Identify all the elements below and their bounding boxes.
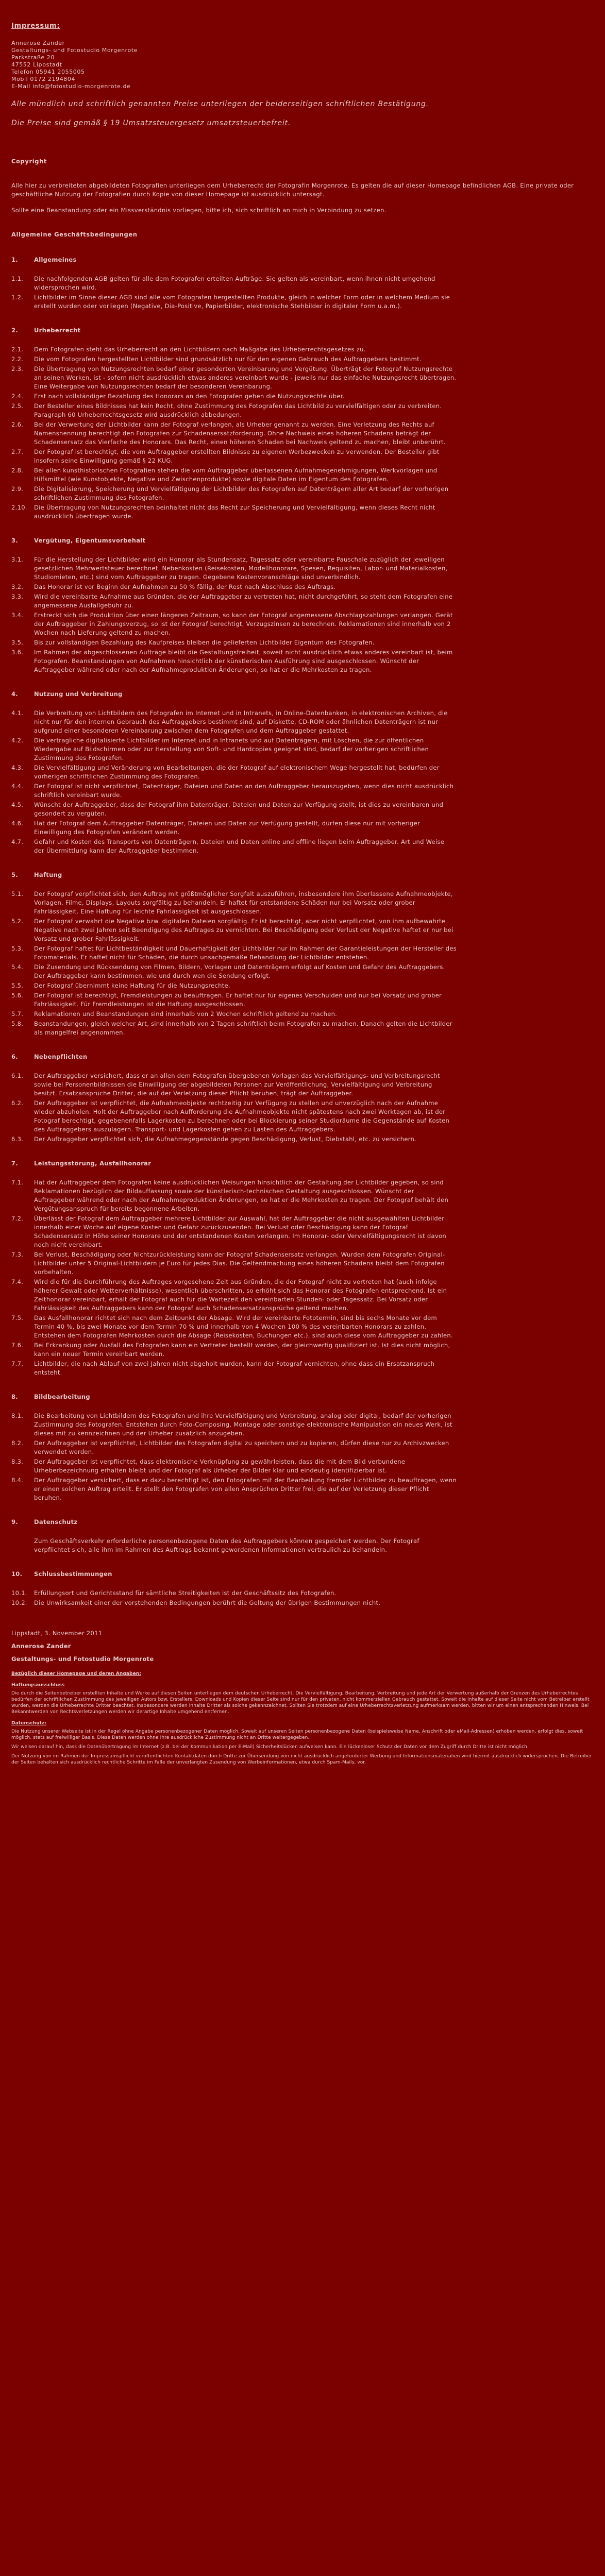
clause-number: 10.2. [11, 1599, 27, 1606]
clause-text: Erst nach vollständiger Bezahlung des Honorars an den Fotografen gehen die Nutzungsrechte über. [34, 393, 345, 400]
clause [11, 819, 594, 837]
clause [11, 1278, 594, 1313]
section-heading [11, 690, 594, 699]
address-street: Parkstraße 20 [11, 54, 55, 61]
clause-text: Lichtbilder im Sinne dieser AGB sind alle vom Fotografen hergestellten Produkte, gleich in welcher Form oder in welchem Medium sie erstellt wurden oder vorliegen (Negative, Dia-Positive, Papierbilder, elektronische Stehbilder in digitaler Form u.a.m.). [34, 294, 450, 310]
clause-number: 4.4. [11, 783, 24, 790]
clause-number: 2.1. [11, 346, 24, 353]
clause [11, 981, 594, 990]
clause [11, 1020, 594, 1037]
clause-number: 7.6. [11, 1342, 24, 1349]
address-block [11, 40, 594, 90]
section-heading [11, 1053, 594, 1061]
copyright-heading: Copyright [11, 158, 47, 165]
clause-text: Bei allen kunsthistorischen Fotografien stehen die vom Auftraggeber überlassenen Aufnahmegenehmigungen, Werkvorlagen und Hilfsmittel (wie Kunstobjekte, Negative und Zwischenprodukte) sowie digitale Daten im Eigentum des Fotografen. [34, 467, 438, 483]
clause [11, 555, 594, 582]
clause-text: Reklamationen und Beanstandungen sind innerhalb von 2 Wochen schriftlich geltend zu machen. [34, 1010, 338, 1018]
clause-number: 2.6. [11, 421, 24, 428]
clause-text: Überlässt der Fotograf dem Auftraggeber mehrere Lichtbilder zur Auswahl, hat der Auftraggeber die nicht ausgewählten Lichtbilder innerhalb einer Woche auf eigene Kosten und Gefahr zurückzusenden. Bei Verlust oder Beschädigung kann der Fotograf Schadensersatz in Höhe seiner Honorare und der entstandenen Kosten verlangen. Im Honorar- oder Vervielfältigungsrecht ist davon noch nicht vereinbart. [34, 1215, 446, 1248]
section-heading [11, 256, 594, 264]
clause [11, 1599, 594, 1607]
clause-number: 3.5. [11, 639, 24, 646]
clause-number: 8.2. [11, 1439, 24, 1447]
clause-number: 7.5. [11, 1314, 24, 1321]
section-heading [11, 1393, 594, 1401]
clause [11, 991, 594, 1009]
clause-text: Erstreckt sich die Produktion über einen längeren Zeitraum, so kann der Fotograf angemessene Abschlagszahlungen verlangen. Gerät der Auftraggeber in Zahlungsverzug, so ist der Fotograf berechtigt, Verzugszinsen zu berechnen. Reklamationen sind innerhalb von 2 Wochen nach Lieferung geltend zu machen. [34, 612, 453, 636]
clause [11, 1360, 594, 1377]
section-number: 10. [11, 1570, 23, 1578]
clause-number: 4.3. [11, 764, 24, 771]
clause-number: 7.7. [11, 1360, 24, 1367]
clause-number: 7.1. [11, 1179, 24, 1186]
clause [11, 1476, 594, 1502]
section-title: Schlussbestimmungen [34, 1570, 112, 1578]
clause [11, 736, 594, 762]
clause [11, 420, 594, 447]
clause-number: 6.3. [11, 1136, 24, 1143]
clause-number: 2.4. [11, 393, 24, 400]
clause-number: 5.5. [11, 982, 24, 989]
clause [11, 1537, 594, 1554]
tax-note: Die Preise sind gemäß § 19 Umsatzsteuergesetz umsatzsteuerbefreit. [11, 119, 291, 127]
clause [11, 583, 594, 591]
section-heading [11, 536, 594, 545]
clause-text: Bis zur vollständigen Bezahlung des Kaufpreises bleiben die gelieferten Lichtbilder Eigentum des Fotografen. [34, 639, 375, 646]
clause-text: Der Auftraggeber ist verpflichtet, dass elektronische Verknüpfung zu gewährleisten, dass die mit dem Bild verbundene Urheberbezeichnung erhalten bleibt und der Fotograf als Urheber der Bilder klar und eindeutig identifizierbar ist. [34, 1458, 406, 1474]
clause-text: Der Fotograf ist berechtigt, die vom Auftraggeber erstellten Bildnisse zu eigenen Werbezwecken zu verwenden. Der Besteller gibt insofern seine Einwilligung gemäß § 22 KUG. [34, 448, 440, 464]
clause [11, 1314, 594, 1340]
footer-subheading-haftung: Haftungsausschluss [11, 1683, 65, 1688]
clause-text: Lichtbilder, die nach Ablauf von zwei Jahren nicht abgeholt wurden, kann der Fotograf vernichten, ohne dass ein Ersatzanspruch entsteht. [34, 1360, 435, 1376]
clause [11, 402, 594, 419]
address-name: Annerose Zander [11, 40, 65, 46]
price-note: Alle mündlich und schriftlich genannten Preise unterliegen der beiderseitigen schriftlichen Bestätigung. [11, 100, 429, 108]
clause-number: 8.4. [11, 1477, 24, 1484]
clause [11, 1439, 594, 1456]
section-title: Datenschutz [34, 1518, 78, 1526]
clause-number: 7.4. [11, 1278, 24, 1285]
clause-number: 2.8. [11, 467, 24, 474]
clause-text: Die Bearbeitung von Lichtbildern des Fotografen und ihre Vervielfältigung und Verbreitung, analog oder digital, bedarf der vorherigen Zustimmung des Fotografen. Entstehen durch Foto-Composing, Montage oder sonstige elektronische Manipulation ein neues Werk, ist dieses mit zu kennzeichnen und der Urheber zusätzlich anzugeben. [34, 1412, 452, 1437]
clause [11, 466, 594, 484]
clause [11, 648, 594, 674]
clause [11, 838, 594, 855]
clause [11, 275, 594, 292]
clause-text: Die vom Fotografen hergestellten Lichtbilder sind grundsätzlich nur für den eigenen Gebrauch des Auftraggebers bestimmt. [34, 355, 422, 363]
agb-heading: Allgemeine Geschäftsbedingungen [11, 231, 138, 238]
clause-text: Der Fotograf verwahrt die Negative bzw. digitalen Dateien sorgfältig. Er ist berechtigt, aber nicht verpflichtet, von ihm aufbewahrte Negative nach zwei Jahren seit Beendigung des Auftrages zu vernichten. Bei Beschädigung oder Verlust der Negative haftet er nur bei Vorsatz und grober Fahrlässigkeit. [34, 918, 453, 942]
section-number: 1. [11, 256, 18, 263]
clause-text: Die Übertragung von Nutzungsrechten beinhaltet nicht das Recht zur Speicherung und Vervielfältigung, wenn dieses Recht nicht ausdrücklich übertragen wurde. [34, 504, 435, 520]
impressum-heading: Impressum: [11, 22, 60, 30]
clause-number [11, 1537, 34, 1554]
clause [11, 503, 594, 521]
clause-number: 3.3. [11, 593, 24, 600]
clause-number: 4.2. [11, 737, 24, 744]
clause-text: Der Fotograf ist berechtigt, Fremdleistungen zu beauftragen. Er haftet nur für eigenes Verschulden und nur bei Vorsatz und grober Fahrlässigkeit. Für Fremdleistungen ist die Haftung ausgeschlossen. [34, 992, 442, 1008]
section-title: Haftung [34, 871, 62, 878]
clause-text: Die Verbreitung von Lichtbildern des Fotografen im Internet und in Intranets, in Online-Datenbanken, in elektronischen Archiven, die nicht nur für den internen Gebrauch des Auftraggebers bestimmt sind, auf Diskette, CD-ROM oder ähnlichen Datenträgern ist nur aufgrund einer besonderen Vereinbarung zwischen dem Fotografen und dem Auftraggeber gestattet. [34, 709, 448, 734]
clause [11, 1589, 594, 1598]
clause [11, 1099, 594, 1134]
clause-number: 5.8. [11, 1020, 24, 1027]
clause-text: Im Rahmen der abgeschlossenen Aufträge bleibt die Gestaltungsfreiheit, soweit nicht ausdrücklich etwas anderes vereinbart ist, beim Fotografen. Beanstandungen von Aufnahmen hinsichtlich der künstlerischen Ausführung sind ausgeschlossen. Wünscht der Auftraggeber während oder nach der Aufnahmeproduktion Änderungen, so hat er die Mehrkosten zu tragen. [34, 649, 453, 673]
clause-text: Die Vervielfältigung und Veränderung von Bearbeitungen, die der Fotograf auf elektronischem Wege hergestellt hat, bedürfen der vorherigen schriftlichen Zustimmung des Fotografen. [34, 764, 440, 780]
section-title: Nutzung und Verbreitung [34, 690, 123, 698]
clause-text: Beanstandungen, gleich welcher Art, sind innerhalb von 2 Tagen schriftlich beim Fotografen zu machen. Danach gelten die Lichtbilder als mangelfrei angenommen. [34, 1020, 452, 1036]
clause-text: Die Zusendung und Rücksendung von Filmen, Bildern, Vorlagen und Datenträgern erfolgt auf Kosten und Gefahr des Auftraggebers. Der Auftraggeber kann bestimmen, wie und durch wen die Sendung erfolgt. [34, 963, 445, 979]
clause-number: 4.1. [11, 709, 24, 717]
clause-number: 5.1. [11, 890, 24, 897]
clause-number: 6.2. [11, 1099, 24, 1107]
clause-number: 3.6. [11, 649, 24, 656]
section-number: 9. [11, 1518, 18, 1526]
clause [11, 944, 594, 962]
clause [11, 1135, 594, 1144]
clause [11, 1341, 594, 1359]
clause-number: 1.2. [11, 294, 24, 301]
clause-text: Dem Fotografen steht das Urheberrecht an den Lichtbildern nach Maßgabe des Urheberrechtsgesetzes zu. [34, 346, 366, 353]
clause-number: 5.6. [11, 992, 24, 999]
section-title: Allgemeines [34, 256, 77, 263]
clause-number: 8.3. [11, 1458, 24, 1465]
clause-number: 6.1. [11, 1072, 24, 1079]
section-title: Urheberrecht [34, 327, 81, 334]
clause-number: 2.2. [11, 355, 24, 363]
signature-name: Annerose Zander [11, 1642, 71, 1650]
clause-number: 2.10. [11, 504, 27, 511]
clause [11, 448, 594, 465]
clause-text: Der Auftraggeber versichert, dass er dazu berechtigt ist, den Fotografen mit der Bearbeitung fremder Lichtbilder zu beauftragen, wenn er einen solchen Auftrag erteilt. Er stellt den Fotografen von allen Ansprüchen Dritter frei, die auf der Verletzung dieser Pflicht beruhen. [34, 1477, 457, 1501]
address-phone: Telefon 05941 2055005 [11, 69, 85, 75]
section-number: 2. [11, 327, 18, 334]
clause [11, 963, 594, 980]
clause [11, 764, 594, 781]
section-title: Leistungsstörung, Ausfallhonorar [34, 1160, 152, 1167]
clause-text: Der Fotograf ist nicht verpflichtet, Datenträger, Dateien und Daten an den Auftraggeber herauszugeben, wenn dies nicht ausdrücklich schriftlich vereinbart wurde. [34, 783, 454, 799]
clause [11, 1412, 594, 1438]
clause-text: Wünscht der Auftraggeber, dass der Fotograf ihm Datenträger, Dateien und Daten zur Verfügung stellt, ist dies zu vereinbaren und gesondert zu vergüten. [34, 801, 444, 817]
clause [11, 611, 594, 637]
clause-text: Wird die vereinbarte Aufnahme aus Gründen, die der Auftraggeber zu vertreten hat, nicht durchgeführt, so steht dem Fotografen eine angemessene Ausfallgebühr zu. [34, 593, 453, 609]
address-email[interactable]: E-Mail info@fotostudio-morgenrote.de [11, 83, 131, 90]
section-heading [11, 871, 594, 879]
clause-number: 4.6. [11, 820, 24, 827]
clause-text: Wird die für die Durchführung des Auftrages vorgesehene Zeit aus Gründen, die der Fotograf nicht zu vertreten hat (auch infolge höherer Gewalt oder Wetterverhältnisse), wesentlich überschritten, so erhöht sich das Honorar des Fotografen entsprechend. Ist ein Zeithonorar vereinbart, erhält der Fotograf auch für die Wartezeit den vereinbarten Stunden- oder Tagessatz. Bei Vorsatz oder Fahrlässigkeit des Auftraggebers kann der Fotograf auch Schadensersatzansprüche geltend machen. [34, 1278, 447, 1312]
section-number: 3. [11, 537, 18, 544]
clause-text: Der Fotograf verpflichtet sich, den Auftrag mit größtmöglicher Sorgfalt auszuführen, insbesondere ihm überlassene Aufnahmeobjekte, Vorlagen, Filme, Displays, Layouts sorgfältig zu behandeln. Er haftet für entstandene Schäden nur bei Vorsatz oder grober Fahrlässigkeit. Eine Haftung für leichte Fahrlässigkeit ist ausgeschlossen. [34, 890, 453, 915]
clause-text: Der Auftraggeber versichert, dass er an allen dem Fotografen übergebenen Vorlagen das Vervielfältigungs- und Verbreitungsrecht sowie bei Personenbildnissen die Einwilligung der abgebildeten Personen zur Veröffentlichung, Vervielfältigung und Verbreitung besitzt. Ersatzansprüche Dritter, die auf der Verletzung dieser Pflicht beruhen, trägt der Auftraggeber. [34, 1072, 440, 1097]
address-city: 47552 Lippstadt [11, 61, 62, 68]
section-number: 8. [11, 1393, 18, 1400]
clause-text: Die Digitalisierung, Speicherung und Vervielfältigung der Lichtbilder des Fotografen auf Datenträgern aller Art bedarf der vorherigen schriftlichen Zustimmung des Fotografen. [34, 485, 449, 501]
agb-sections [11, 256, 594, 1607]
clause-text: Die Unwirksamkeit einer der vorstehenden Bedingungen berührt die Geltung der übrigen Bestimmungen nicht. [34, 1599, 381, 1606]
clause-text: Bei Verlust, Beschädigung oder Nichtzurückleistung kann der Fotograf Schadensersatz verlangen. Wurden dem Fotografen Original-Lichtbilder unter 5 Original-Lichtbildern je Euro für jedes Dias. Die Geltendmachung eines höheren Schadens bleibt dem Fotografen vorbehalten. [34, 1251, 445, 1276]
section-heading [11, 1518, 594, 1527]
clause [11, 592, 594, 610]
footer-paragraph-4: Der Nutzung von im Rahmen der Impressumspflicht veröffentlichten Kontaktdaten durch Dritte zur Übersendung von nicht ausdrücklich angeforderter Werbung und Informationsmaterialien wird hiermit ausdrücklich widersprochen. Die Betreiber der Seiten behalten sich ausdrücklich rechtliche Schritte im Falle der unverlangten Zusendung von Werbeinformationen, etwa durch Spam-Mails, vor. [11, 1754, 592, 1765]
clause [11, 782, 594, 800]
section-heading [11, 1159, 594, 1168]
clause-number: 7.3. [11, 1251, 24, 1258]
clause-text: Hat der Fotograf dem Auftraggeber Datenträger, Dateien und Daten zur Verfügung gestellt, dürfen diese nur mit vorheriger Einwilligung des Fotografen verändert werden. [34, 820, 421, 836]
clause [11, 801, 594, 818]
copyright-paragraph-1: Alle hier zu verbreiteten abgebildeten Fotografien unterliegen dem Urheberrecht der Fotografin Morgenrote. Es gelten die auf dieser Homepage befindlichen AGB. Eine private oder geschäftliche Nutzung der Fotografien durch Kopie von dieser Homepage ist ausdrücklich untersagt. [11, 182, 574, 198]
section-number: 4. [11, 690, 18, 698]
clause-number: 4.7. [11, 838, 24, 845]
section-title: Nebenpflichten [34, 1053, 88, 1060]
clause [11, 1178, 594, 1213]
section-number: 6. [11, 1053, 18, 1060]
clause [11, 890, 594, 916]
footer-heading: Bezüglich dieser Homepage und deren Angaben: [11, 1671, 142, 1676]
clause-number: 3.1. [11, 556, 24, 563]
footer-paragraph-3: Wir weisen darauf hin, dass die Datenübertragung im Internet (z.B. bei der Kommunikation per E-Mail) Sicherheitslücken aufweisen kann. Ein lückenloser Schutz der Daten vor dem Zugriff durch Dritte ist nicht möglich. [11, 1744, 529, 1750]
clause-number: 5.2. [11, 918, 24, 925]
clause-text: Der Auftraggeber verpflichtet sich, die Aufnahmegegenstände gegen Beschädigung, Verlust, Diebstahl, etc. zu versichern. [34, 1136, 417, 1143]
clause [11, 392, 594, 401]
clause-number: 4.5. [11, 801, 24, 808]
clause [11, 1458, 594, 1475]
clause [11, 355, 594, 364]
section-heading [11, 1570, 594, 1579]
clause-number: 3.4. [11, 612, 24, 619]
place-date: Lippstadt, 3. November 2011 [11, 1630, 103, 1637]
footer-paragraph-2: Die Nutzung unserer Webseite ist in der Regel ohne Angabe personenbezogener Daten möglich. Soweit auf unseren Seiten personenbezogene Daten (beispielsweise Name, Anschrift oder eMail-Adressen) erhoben werden, erfolgt dies, soweit möglich, stets auf freiwilliger Basis. Diese Daten werden ohne Ihre ausdrückliche Zustimmung nicht an Dritte weitergegeben. [11, 1729, 583, 1740]
address-mobile: Mobil 0172 2194804 [11, 76, 76, 82]
section-heading [11, 326, 594, 335]
clause-number: 10.1. [11, 1589, 27, 1597]
clause-text: Das Ausfallhonorar richtet sich nach dem Zeitpunkt der Absage. Wird der vereinbarte Fototermin, sind bis sechs Monate vor dem Termin 40 %, bis zwei Monate vor dem Termin 70 % und innerhalb von 4 Wochen 100 % des vereinbarten Honorars zu zahlen. Entstehen dem Fotografen Mehrkosten durch die Absage (Reisekosten, Buchungen etc.), sind auch diese vom Auftraggeber zu zahlen. [34, 1314, 453, 1339]
clause-text: Die nachfolgenden AGB gelten für alle dem Fotografen erteilten Aufträge. Sie gelten als vereinbart, wenn ihnen nicht umgehend widersprochen wird. [34, 275, 435, 291]
address-studio: Gestaltungs- und Fotostudio Morgenrote [11, 47, 138, 54]
clause-text: Zum Geschäftsverkehr erforderliche personenbezogene Daten des Auftraggebers können gespeichert werden. Der Fotograf verpflichtet sich, alle ihm im Rahmen des Auftrags bekannt gewordenen Informationen vertraulich zu behandeln. [34, 1537, 419, 1553]
clause-text: Bei Erkrankung oder Ausfall des Fotografen kann ein Vertreter bestellt werden, der gleichwertig qualifiziert ist. Ist dies nicht möglich, kann ein neuer Termin vereinbart werden. [34, 1342, 450, 1358]
clause-text: Die vertragliche digitalisierte Lichtbilder im Internet und in Intranets und auf Datenträgern, mit Löschen, die zur öffentlichen Wiedergabe auf Bildschirmen oder zur Herstellung von Soft- und Hardcopies geeignet sind, bedarf der vorherigen schriftlichen Zustimmung des Fotografen. [34, 737, 429, 761]
closing-block [11, 1629, 594, 1664]
clause-text: Die Übertragung von Nutzungsrechten bedarf einer gesonderten Vereinbarung und Vergütung. Überträgt der Fotograf Nutzungsrechte an seinen Werken, ist - sofern nicht ausdrücklich etwas anderes vereinbart wurde - jeweils nur das einfache Nutzungsrecht übertragen. Eine Weitergabe von Nutzungsrechten bedarf der besonderen Vereinbarung. [34, 365, 457, 390]
clause [11, 1250, 594, 1277]
footer-subheading-datenschutz: Datenschutz: [11, 1721, 47, 1726]
clause-number: 7.2. [11, 1215, 24, 1222]
section-number: 7. [11, 1160, 18, 1167]
clause-text: Das Honorar ist vor Beginn der Aufnahmen zu 50 % fällig, der Rest nach Abschluss des Auftrags. [34, 583, 336, 590]
section-number: 5. [11, 871, 18, 878]
clause-number: 3.2. [11, 583, 24, 590]
section-title: Bildbearbeitung [34, 1393, 90, 1400]
clause-text: Der Besteller eines Bildnisses hat kein Recht, ohne Zustimmung des Fotografen das Lichtbild zu vervielfältigen oder zu verbreiten. Paragraph 60 Urheberrechtsgesetz wird ausdrücklich abbedungen. [34, 402, 442, 418]
clause-number: 2.3. [11, 365, 24, 372]
clause [11, 365, 594, 391]
clause-text: Erfüllungsort und Gerichtsstand für sämtliche Streitigkeiten ist der Geschäftssitz des Fotografen. [34, 1589, 337, 1597]
clause-text: Der Auftraggeber ist verpflichtet, Lichtbilder des Fotografen digital zu speichern und zu kopieren, dürfen diese nur zu Archivzwecken verwendet werden. [34, 1439, 449, 1455]
clause-text: Der Fotograf übernimmt keine Haftung für die Nutzungsrechte. [34, 982, 230, 989]
clause [11, 1010, 594, 1019]
clause-number: 2.9. [11, 485, 24, 493]
copyright-section [11, 157, 594, 215]
clause [11, 485, 594, 502]
clause [11, 917, 594, 943]
footer-disclaimer [11, 1671, 594, 1766]
clause [11, 709, 594, 735]
clause [11, 1214, 594, 1249]
copyright-paragraph-2: Sollte eine Beanstandung oder ein Missverständnis vorliegen, bitte ich, sich schriftlich an mich in Verbindung zu setzen. [11, 207, 386, 214]
clause-number: 1.1. [11, 275, 24, 282]
clause-text: Für die Herstellung der Lichtbilder wird ein Honorar als Stundensatz, Tagessatz oder vereinbarte Pauschale zuzüglich der jeweiligen gesetzlichen Mehrwertsteuer berechnet. Nebenkosten (Reisekosten, Modellhonorare, Spesen, Requisiten, Labor- und Materialkosten, Studiomieten, etc.) sind vom Auftraggeber zu tragen. Gegebene Kostenvoranschläge sind unverbindlich. [34, 556, 448, 581]
clause-text: Hat der Auftraggeber dem Fotografen keine ausdrücklichen Weisungen hinsichtlich der Gestaltung der Lichtbilder gegeben, so sind Reklamationen bezüglich der Bildauffassung sowie der künstlerisch-technischen Gestaltung ausgeschlossen. Wünscht der Auftraggeber während oder nach der Aufnahmeproduktion Änderungen, so hat er die Mehrkosten zu tragen. Der Fotograf behält den Vergütungsanspruch für bereits begonnene Arbeiten. [34, 1179, 449, 1212]
clause-number: 5.4. [11, 963, 24, 971]
clause-number: 2.5. [11, 402, 24, 410]
clause [11, 638, 594, 647]
clause-number: 5.7. [11, 1010, 24, 1018]
clause-number: 2.7. [11, 448, 24, 455]
clause-number: 8.1. [11, 1412, 24, 1419]
clause-text: Bei der Verwertung der Lichtbilder kann der Fotograf verlangen, als Urheber genannt zu werden. Eine Verletzung des Rechts auf Namensnennung berechtigt den Fotografen zur Schadensersatzforderung. Ohne Nachweis eines höheren Schadens beträgt der Schadensersatz das Vierfache des Honorars. Das Recht, einen höheren Schaden bei Nachweis geltend zu machen, bleibt unberührt. [34, 421, 446, 446]
signature-studio: Gestaltungs- und Fotostudio Morgenrote [11, 1655, 154, 1663]
footer-paragraph-1: Die durch die Seitenbetreiber erstellten Inhalte und Werke auf diesen Seiten unterliegen dem deutschen Urheberrecht. Die Vervielfältigung, Bearbeitung, Verbreitung und jede Art der Verwertung außerhalb der Grenzen des Urheberrechtes bedürfen der schriftlichen Zustimmung des jeweiligen Autors bzw. Erstellers. Downloads und Kopien dieser Seite sind nur für den privaten, nicht kommerziellen Gebrauch gestattet. Soweit die Inhalte auf dieser Seite nicht vom Betreiber erstellt wurden, werden die Urheberrechte Dritter beachtet. Insbesondere werden Inhalte Dritter als solche gekennzeichnet. Sollten Sie trotzdem auf eine Urheberrechtsverletzung aufmerksam werden, bitten wir um einen entsprechenden Hinweis. Bei Bekanntwerden von Rechtsverletzungen werden wir derartige Inhalte umgehend entfernen. [11, 1691, 590, 1715]
impressum-section [11, 22, 594, 128]
clause-text: Gefahr und Kosten des Transports von Datenträgern, Dateien und Daten online und offline liegen beim Auftraggeber. Art und Weise der Übermittlung kann der Auftraggeber bestimmen. [34, 838, 445, 854]
clause-text: Der Fotograf haftet für Lichtbeständigkeit und Dauerhaftigkeit der Lichtbilder nur im Rahmen der Garantieleistungen der Hersteller des Fotomaterials. Er haftet nicht für Schäden, die durch unsachgemäße Behandlung der Lichtbilder entstehen. [34, 945, 457, 961]
clause-text: Der Auftraggeber ist verpflichtet, die Aufnahmeobjekte rechtzeitig zur Verfügung zu stellen und unverzüglich nach der Aufnahme wieder abzuholen. Holt der Auftraggeber nach Aufforderung die Aufnahmeobjekte nicht spätestens nach zwei Werktagen ab, ist der Fotograf berechtigt, gegebenenfalls Lagerkosten zu berechnen oder bei Blockierung seiner Studioräume die Gegenstände auf Kosten des Auftraggebers auszulagern. Transport- und Lagerkosten gehen zu Lasten des Auftraggebers. [34, 1099, 450, 1133]
clause [11, 345, 594, 354]
clause [11, 293, 594, 311]
clause-number: 5.3. [11, 945, 24, 952]
clause [11, 1072, 594, 1098]
section-title: Vergütung, Eigentumsvorbehalt [34, 537, 146, 544]
